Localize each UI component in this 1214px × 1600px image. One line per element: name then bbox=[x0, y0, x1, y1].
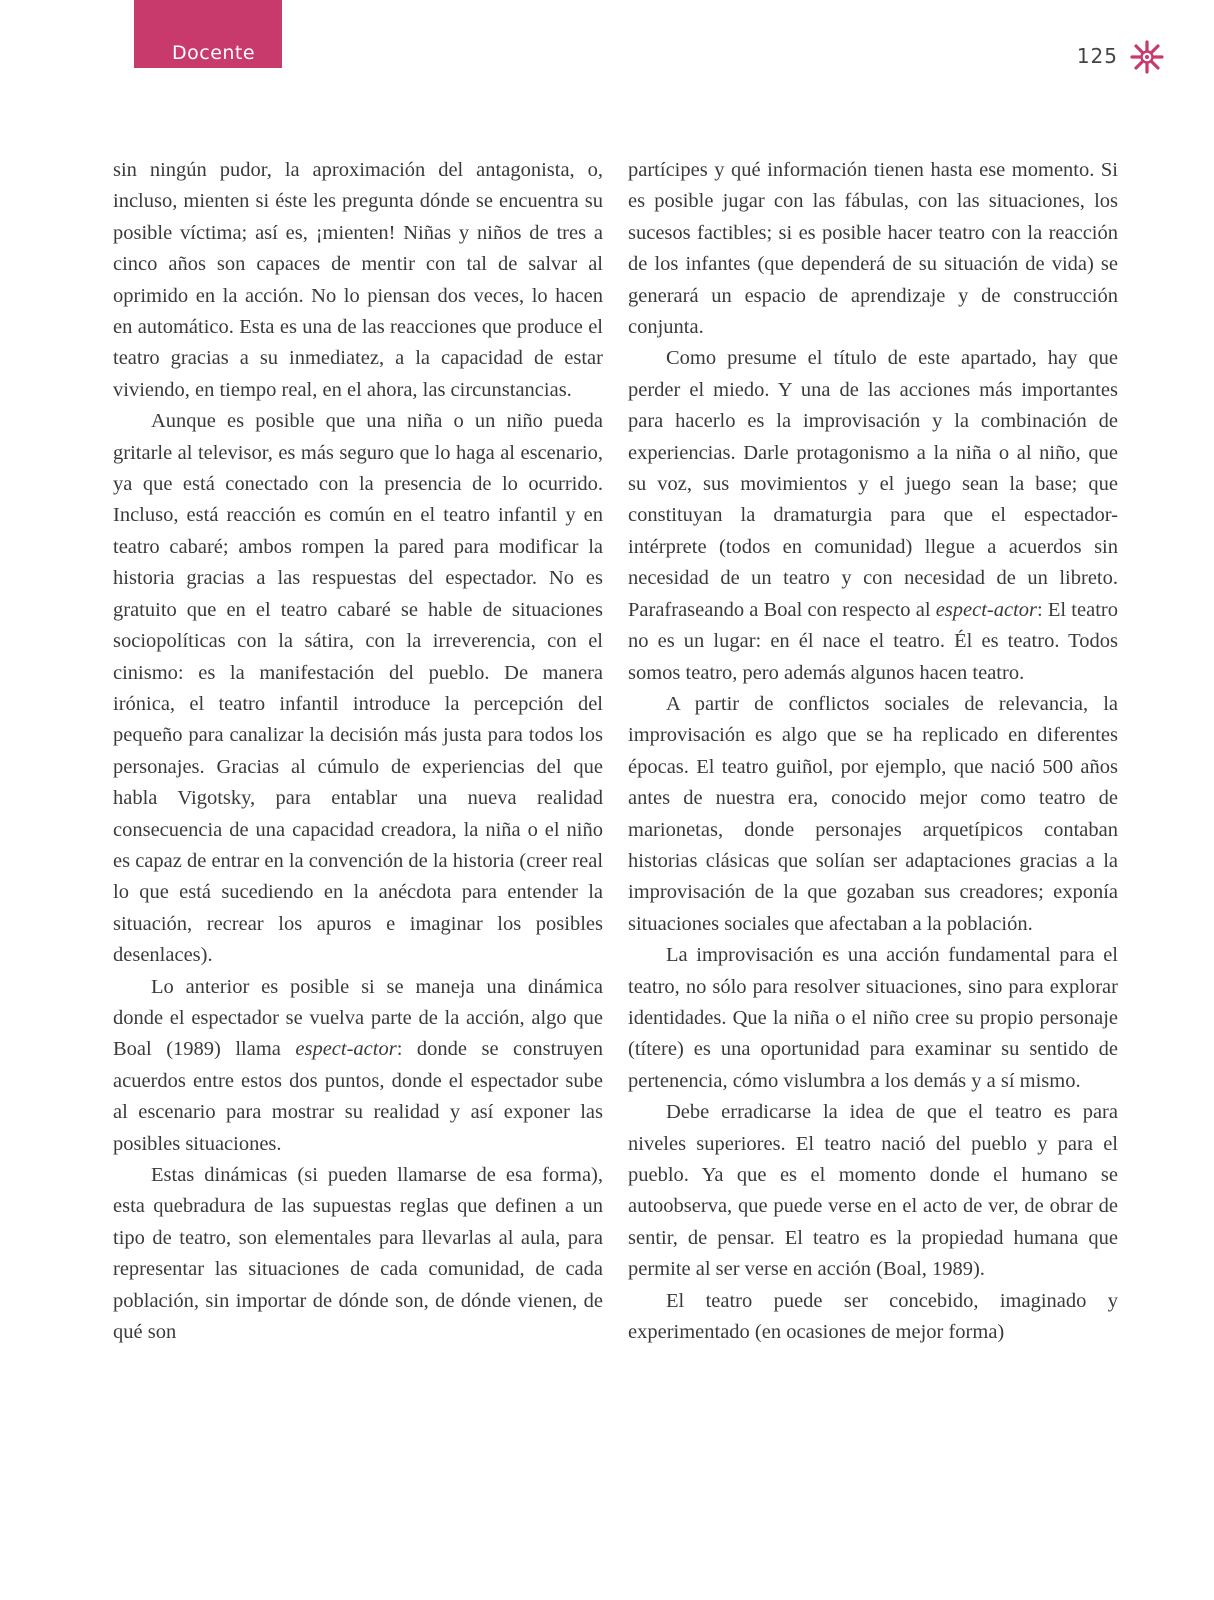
right-column bbox=[628, 155, 1118, 1348]
paragraph bbox=[628, 343, 1118, 688]
paragraph: Aunque es posible que una niña o un niño pueda gritarle al televisor, es más seguro que lo haga al escenario, ya que está conectado con la presencia de lo ocurrido. Incluso, está reacción es común en el teatro infantil y en teatro cabaré; ambos rompen la pared para modificar la historia gracias a las respuestas del espectador. No es gratuito que en el teatro cabaré se hable de situaciones sociopolíticas con la sátira, con la irreverencia, con el cinismo: es la manifestación del pueblo. De manera irónica, el teatro infantil introduce la percepción del pequeño para canalizar la decisión más justa para todos los personajes. Gracias al cúmulo de experiencias del que habla Vigotsky, para entablar una nueva realidad consecuencia de una capacidad creadora, la niña o el niño es capaz de entrar en la convención de la historia (creer real lo que está sucediendo en la anécdota para entender la situación, recrear los apuros e imaginar los posibles desenlaces). bbox=[113, 410, 604, 967]
paragraph-text: Lo anterior es posible si se maneja una dinámica donde el espectador se vuelva parte de la acción, algo que Boal (1989) llama bbox=[113, 975, 603, 1061]
italic-term: espect-actor bbox=[295, 1038, 397, 1061]
paragraph: La improvisación es una acción fundamental para el teatro, no sólo para resolver situaciones, sino para explorar identidades. Que la niña o el niño cree su propio personaje (títere) es una oportunidad para examinar su sentido de pertenencia, cómo vislumbra a los demás y a sí mismo. bbox=[628, 944, 1118, 1092]
paragraph-text: : donde se construyen acuerdos entre estos dos puntos, donde el espectador sube al escenario para mostrar su realidad y así exponer las posibles situaciones. bbox=[113, 1038, 603, 1155]
paragraph-text: : El teatro no es un lugar: en él nace el teatro. Él es teatro. Todos somos teatro, pero además algunos hacen teatro. bbox=[628, 598, 1118, 684]
paragraph: Estas dinámicas (si pueden llamarse de esa forma), esta quebradura de las supuestas reglas que definen a un tipo de teatro, son elementales para llevarlas al aula, para representar las situaciones de cada comunidad, de cada población, sin importar de dónde son, de dónde vienen, de qué son bbox=[113, 1164, 603, 1344]
page-number: 125 bbox=[1076, 44, 1118, 68]
asterisk-flower-icon bbox=[1130, 40, 1164, 74]
section-tab bbox=[134, 0, 282, 68]
paragraph bbox=[113, 972, 603, 1160]
italic-term: espect-actor bbox=[935, 598, 1038, 621]
paragraph: El teatro puede ser concebido, imaginado y experimentado (en ocasiones de mejor forma) bbox=[628, 1289, 1118, 1344]
paragraph: sin ningún pudor, la aproximación del antagonista, o, incluso, mienten si éste les pregunta dónde se encuentra su posible víctima; así es, ¡mienten! Niñas y niños de tres a cinco años son capaces de mentir con tal de salvar al oprimido en la acción. No lo piensan dos veces, lo hacen en automático. Esta es una de las reacciones que produce el teatro gracias a su inmediatez, a la capacidad de estar viviendo, en tiempo real, en el ahora, las circunstancias. bbox=[113, 159, 603, 401]
paragraph: A partir de conflictos sociales de relevancia, la improvisación es algo que se ha replicado en diferentes épocas. El teatro guiñol, por ejemplo, que nació 500 años antes de nuestra era, conocido mejor como teatro de marionetas, donde personajes arquetípicos contaban historias clásicas que solían ser adaptaciones gracias a la improvisación de la que gozaban sus creadores; exponía situaciones sociales que afectaban a la población. bbox=[628, 692, 1118, 935]
left-column bbox=[113, 155, 603, 1348]
paragraph: Debe erradicarse la idea de que el teatro es para niveles superiores. El teatro nació del pueblo y para el pueblo. Ya que es el momento donde el humano se autoobserva, que puede verse en el acto de ver, de obrar de sentir, de pensar. El teatro es la propiedad humana que permite al ser verse en acción (Boal, 1989). bbox=[628, 1101, 1118, 1281]
section-label: Docente bbox=[172, 42, 256, 64]
paragraph: partícipes y qué información tienen hasta ese momento. Si es posible jugar con las fábulas, con las situaciones, los sucesos factibles; si es posible hacer teatro con la reacción de los infantes (que dependerá de su situación de vida) se generará un espacio de aprendizaje y de construcción conjunta. bbox=[628, 159, 1118, 339]
paragraph-text: Como presume el título de este apartado, hay que perder el miedo. Y una de las acciones más importantes para hacerlo es la improvisación y la combinación de experiencias. Darle protagonismo a la niña o al niño, que su voz, sus movimientos y el juego sean la base; que constituyan la dramaturgia para que el espectador-intérprete (todos en comunidad) llegue a acuerdos sin necesidad de un teatro y con necesidad de un libreto. Parafraseando a Boal con respecto al bbox=[628, 347, 1118, 621]
